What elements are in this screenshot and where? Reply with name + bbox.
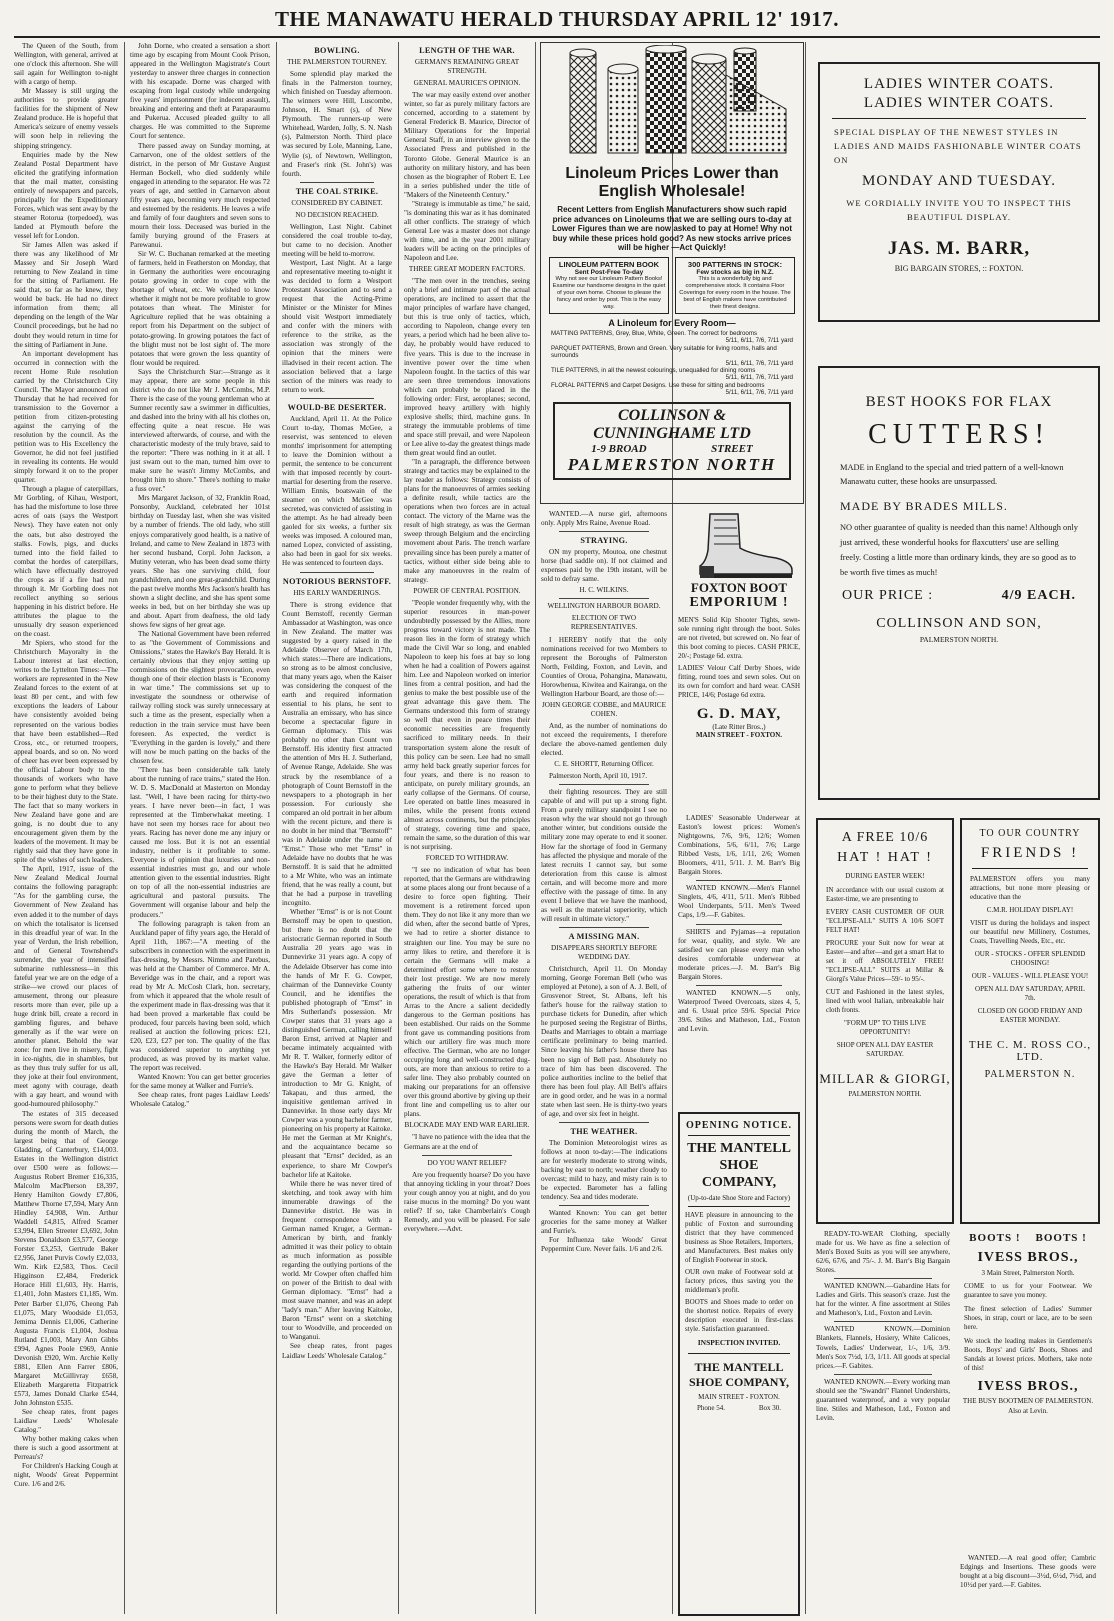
news-paragraph: "There has been considerable talk lately about the running of race trains," stated the Hon. W. D. S. MacDonald at Masterton on Monday last. "Well, I have been racing for thirty-two years. I have never been—in fact, I was represented at the Timberwhakat meeting. I have not seen my horses race for about two years. Racing has never done me any injury or caused me loss. But it is not an essential industry, neither is it profitable to some. Everyone is of opinion that luxuries and non-essential industries must go, and our whole attention given to the essential industries. Right on top of all the non-essential industries are agricultural and pastoral pursuits. The Government will organise labour and help the producers." <box>130 765 270 919</box>
news-paragraph: Westport, Last Night. At a large and representative meeting to-night it was decided to form a Westport Protestant Association and to send a request that the Acting-Prime Minister or the Minister for Mines should visit Westport immediately and confer with the miners with reference to the strike, as the association was strongly of the opinion that the miners were illadvised in their recent action. The association believed that a large section of the miners was ready to return to work. <box>282 258 392 394</box>
barr-title-1: LADIES WINTER COATS. <box>863 76 1055 92</box>
news-paragraph: Auckland, April 11. At the Police Court to-day, Thomas McGee, a reservist, was sentenced to eleven months' imprisonment for attempting to leave the Dominion without a permit, the sentence to be concurrent with that imposed recently by court-martial for deserting from the reserve. William Ennis, boatswain of the steamer on which McGee was secreted, was convicted of assisting in the attempt. As he had already been gaoled for six weeks, a further six weeks was imposed. A coloured man, named Lopez, convicted of assisting, also had been in gaol for six weeks. He was sentenced to fourteen days. <box>282 414 392 568</box>
section-subheading: DISAPPEARS SHORTLY BEFORE WEDDING DAY. <box>550 943 657 962</box>
section-subheading: GENERAL MAURICE'S OPINION. <box>413 79 521 88</box>
divider <box>696 985 782 986</box>
news-paragraph: Mr Spiers, who stood for the Christchurch Mayoralty in the Labour interest at last election, writes to the Lyttelton Times:—The workers are represented in the New Zealand forces to the extent of at least 80 per cent., and with few exceptions the leaders of Labour have consistently avoided being represented on the various bodies that have been established—Red Cross, etc., or returned troopers, appeal boards, and so on. No word of cheer has ever been expressed by the official Labour body to the thousands of workers who have gone to perform what they believe to be their highest duty to the State. The fact that so many workers in New Zealand have gone and are going, is no doubt due to any encouragement given them by the leaders of the movement. It may be rightly said that they have gone in spite of the wishes of such leaders. <box>14 639 118 865</box>
column-divider <box>805 42 806 1614</box>
hat-town: PALMERSTON NORTH. <box>848 1090 922 1098</box>
section-heading: LENGTH OF THE WAR. <box>419 46 515 55</box>
ivess-title: BOOTS ! BOOTS ! <box>969 1232 1087 1244</box>
divider <box>559 927 649 928</box>
news-paragraph: Wellington, Last Night. Cabinet considered the coal trouble to-day, but came to no decision. Another meeting will be held to-morrow. <box>282 222 392 258</box>
column-8-smalls <box>960 1554 1096 1614</box>
news-paragraph: "The men over in the trenches, seeing only a brief and intimate part of the actual operations, are inclined to assert that the major principles of warfare have changed, but this is true only of tactics, which, according to Napoleon, change every ten years, a period which had he been alive to-day, he probably would have reduced to five years. This is due to the increase in inventive power over the time when Napoleon fought. In the tactics of this war are seen three tremendous innovations which can probably be placed in the following order: First, aeroplanes; second, improved heavy artillery with highly explosive shells; third, machine guns. In strategy the immutable problems of time and space still prevail, and were Napoleon or Lee alive to-day the greatest things made them great would find an outlet. <box>404 277 530 458</box>
ross-text-6: OPEN ALL DAY SATURDAY, APRIL 7th. <box>975 985 1085 1002</box>
news-paragraph: Mr Massey is still urging the authorities to provide greater facilities for the shipment of New Zealand produce. He is hopeful that America's seizure of enemy vessels will soon help in relieving the shipping stringency. <box>14 87 118 150</box>
section-heading: BOWLING. <box>314 46 360 55</box>
ivess-name-2: IVESS BROS., <box>977 1379 1079 1394</box>
barr-text-2: WE CORDIALLY INVITE YOU TO INSPECT THIS BEAUTIFUL DISPLAY. <box>846 198 1072 222</box>
pattern-price: 5/11, 6/11, 7/6, 7/11 yard <box>725 337 793 345</box>
stock-subheading: Few stocks as big in N.Z. <box>696 268 774 276</box>
divider <box>696 924 782 925</box>
news-paragraph: While there he was never tired of sketching, and took away with him innumerable drawings of the Dannevirke district. He was in frequent correspondence with a German named Kruger, a German-American by birth, and frankly admitted it was their policy to obtain as much information as possible regarding the outlying portions of the world. Mr Cowper often chaffed him on power of the British to deal with German diplomacy. "Ernst" had a most suave manner, and was an adept "lady's man." After leaving Kaitoke, Baron "Ernst" went on a sketching tour to Woodville, and proceeded on to Wanganui. <box>282 1179 392 1342</box>
ross-text-7: CLOSED ON GOOD FRIDAY AND EASTER MONDAY. <box>977 1007 1083 1024</box>
section-heading: THE COAL STRIKE. <box>295 186 379 196</box>
boot-late: (Late Ritter Bros.,) <box>712 723 766 731</box>
classified-ad: WANTED KNOWN.—Dominion Blankets, Flannels, Hosiery, White Calicoes, Towels, Ladies' Underwear, 1/-, 1/6, 3/9. Men's Sox 7½d, 1/3, 1/11. All goods at special prices.—F. Gabites. <box>816 1325 950 1370</box>
news-paragraph: The Dominion Meteorologist wires as follows at noon to-day:—The indications are for westerly moderate to strong winds, backing by east to north; weather cloudy to overcast; mild to hazy, and misty rain is to be expected. Barometer has a falling tendency. Sea and tides moderate. <box>541 1138 667 1202</box>
hat-sub: DURING EASTER WEEK! <box>845 872 925 880</box>
section-subheading: HIS EARLY WANDERINGS. <box>293 588 381 597</box>
column-2 <box>130 42 270 1614</box>
classified-ad: WANTED KNOWN.—Men's Flannel Singlets, 4/6, 4/11, 5/11. Men's Ribbed Wool Underpants, 5/11. Men's Tweed Caps, 1/9.—F. Gabites. <box>678 884 800 920</box>
section-heading: WELLINGTON HARBOUR BOARD. <box>547 602 661 611</box>
hooks-town: PALMERSTON NORTH. <box>919 635 999 644</box>
hat-title-2: HAT ! HAT ! <box>837 850 933 865</box>
news-paragraph: ON my property, Moutoa, one chestnut horse (had saddle on). If not claimed and expenses paid by the 19th instant, will be sold to defray same. <box>541 548 667 584</box>
firm-name: COLLINSON & CUNNINGHAME LTD <box>593 406 751 442</box>
classified-ad: SHIRTS and Pyjamas—a reputation for wear, quality, and style. We are satisfied we can please every man who desires comfortable underwear at moderate prices.—J. M. Barr's Big Bargain Stores. <box>678 927 800 981</box>
barr-text-1: SPECIAL DISPLAY OF THE NEWEST STYLES IN LADIES AND MAIDS FASHIONABLE WINTER COATS ON <box>834 127 1082 165</box>
section-subheading: THE PALMERSTON TOURNEY. <box>287 58 387 67</box>
mantell-invite: INSPECTION INVITED. <box>697 1338 781 1347</box>
divider <box>422 1155 512 1156</box>
ross-title-2: FRIENDS ! <box>980 845 1080 861</box>
ivess-name: IVESS BROS., <box>977 1250 1079 1265</box>
news-paragraph: "Strategy is immutable as time," he said, "is dominating this war as it has dominated all other conflicts. The strategy of which General Lee was a master does not change with time, and in the year 2001 military leaders will be acting on the principles of Napoleon and Lee. <box>404 199 530 263</box>
foxton-boot-advert <box>678 510 800 808</box>
barr-winter-coats-advert <box>818 62 1100 322</box>
boot-illustration <box>680 510 798 580</box>
masthead: THE MANAWATU HERALD THURSDAY APRIL 12' 1917. <box>274 7 839 31</box>
hooks-firm: COLLINSON AND SON, <box>876 616 1042 631</box>
linoleum-headline: Linoleum Prices Lower than English Wholesale! <box>565 165 779 200</box>
news-paragraph: "In a paragraph, the difference between strategy and tactics may be explained to the lay reader as follows: Strategy consists of plans for the manoeuvres of armies seeking a definite result, while tactics are the operations when two forces are in actual contact. The victory of the Marne was the result of high strategy, as was the German sweep through Belgium and the encircling movement about Paris. The trench warfare prevailing since has been purely a matter of tactics, without either side being able to make any manoeuvres in the realm of strategy. <box>404 458 530 584</box>
news-paragraph: Are you frequently hoarse? Do you have that annoying tickling in your throat? Does your cough annoy you at night, and do you raise mucus in the morning? Do you want relief? If so, take Chamberlain's Cough Remedy, and you will be pleased. For sale everywhere.—Advt. <box>404 1170 530 1233</box>
mantell-text-1: HAVE pleasure in announcing to the public of Foxton and surrounding district that they have commenced business as Shoe Retailers, Importers, and Manufacturers. Best makes only of English Footwear in stock. <box>685 1211 793 1264</box>
section-subheading: GERMAN'S REMAINING GREAT STRENGTH. <box>414 58 520 76</box>
news-paragraph: "I have no patience with the idea that the Germans are at the end of <box>404 1133 530 1151</box>
classified-ad: Wanted Known: You can get better groceries for the same money at Walker and Furrie's. <box>541 1209 667 1236</box>
linoleum-advert <box>540 42 804 504</box>
column-4 <box>404 42 530 1614</box>
news-paragraph: "I see no indication of what has been reported, that the Germans are withdrawing at some places along our front because of a desire to force open fighting. Their movement is a retirement forced upon them. They do not like it any more than we did when, after the second battle of Ypres, we had to retire a shorter distance to straighten our line. You may be sure no army likes to retire, and therefore it is certain the Germans will make a determined effort some where to restore their lost prestige. We are now merely gathering the fruits of our winter operations, the result of which is that from Arras to the Ancre a salient decidedly dangerous to the German positions has been established. Our raids on the Somme front gave us commanding positions from which our artillery fire was much more effective. The German, who are no longer occupying long and well-constructed dug-outs, are more than anxious to retire to a safer line. They also probably counted on making our preparations for an offensive over this ground abortive by giving up their front line and compelling us to alter our plans. <box>404 866 530 1119</box>
firm-address <box>559 443 785 455</box>
news-paragraph: Sir W. C. Buchanan remarked at the meeting of farmers, held in Featherston on Monday, that in Germany the authorities were encouraging potato growing in order to cope with the shortage of wheat, etc. We wished to know whether it might not be more profitable to grow potatoes than wheat. The Minister for Agriculture replied that he was obtaining a report from his Department on the subject of potato-growing. In growing potatoes the fact of the blight must not be lost sight of. The more potatoes that were grown the less quantity of flour would be required. <box>130 250 270 367</box>
ross-text-2: C.M.R. HOLIDAY DISPLAY! <box>986 906 1074 914</box>
divider <box>300 398 374 399</box>
mantell-text-3: BOOTS and Shoes made to order on the shortest notice. Repairs of every description executed in first-class style. Satisfaction guaranteed. <box>685 1298 793 1333</box>
mantell-shoe-advert <box>678 1112 800 1616</box>
news-paragraph: Sir James Allen was asked if there was any likelihood of Mr Massey and Sir Joseph Ward returning to New Zealand in time for the sitting of Parliament. He said that, so far as he knew, they would be back. He had no direct information from them; all depending on the length of the War Council proceedings, but he had no doubt they would return in time for the sitting of Parliament in June. <box>14 241 118 349</box>
news-paragraph: Why bother making cakes when there is such a good assortment at Perreau's? <box>14 1435 118 1462</box>
mantell-sub: (Up-to-date Shoe Store and Factory) <box>687 1194 791 1202</box>
classified-ad: READY-TO-WEAR Clothing, specially made for us. We have as fine a selection of Men's Boxed Suits as you will see anywhere, 62/6, 67/6, and 75/-. J. M. Barr's Big Bargain Stores. <box>816 1230 950 1275</box>
news-paragraph: John Dorne, who created a sensation a short time ago by escaping from Mount Cook Prison, appeared in the Wellington Magistrate's Court yesterday to answer three charges in connection with his escapade. Dorne was charged with escaping from legal custody while undergoing five years' imprisonment (for indecent assault), breaking and entering and theft at Paraparaumu and Pukerua. Accused pleaded guilty to all charges. He was committed to the Supreme Court for sentence. <box>130 42 270 141</box>
news-paragraph: See cheap rates, front pages Laidlaw Leeds' Wholesale Catalog." <box>14 1408 118 1435</box>
hooks-title-2: CUTTERS! <box>868 419 1050 450</box>
linoleum-body: Recent Letters from English Manufacturers show such rapid price advances on Linoleums that we are selling ours to-day at Lower Figures than we are now asked to pay at Home! Why not buy while these prices hold good? As new stocks arrive prices will be higher —Act Quickly! <box>551 205 793 253</box>
section-heading: A MISSING MAN. <box>568 931 640 941</box>
ivess-bros-advert <box>960 1228 1096 1548</box>
barr-name: JAS. M. BARR, <box>887 238 1031 259</box>
section-subheading: POWER OF CENTRAL POSITION. <box>413 586 521 595</box>
pattern-price: 5/11, 6/11, 7/6, 7/11 yard <box>725 389 793 397</box>
section-subheading: CONSIDERED BY CABINET. <box>291 198 383 207</box>
divider <box>834 1374 932 1375</box>
news-paragraph: There is strong evidence that Count Bernstoff, recently German Ambassador at Washington, was once in New Zealand. The matter was suggested by a query raised in the Adelaide Observer of March 17th, which states:—There are indications, so strong as to be almost conclusive, that many years ago, when the Kaiser was considering the conquest of the earth and required information essential to his plans, he sent to Australia an emissary, who has since become a spectacular figure in German diplomacy. This was probably no other than Count von Bernstoff. His identity first attracted the attention of Mrs H. J. Sutherland, of Avenue Range, Adelaide. She was struck by the resemblance of a photograph of Count Bernstoff in the newspapers to a photograph in her possession. For curiously she compared an old portrait in her album with the recent picture, and there is no doubt in her mind that "Bernstoff" was in Adelaide under the name of "Ernst." Those who met "Ernst" in Adelaide have no doubts that he was Bernstoff. It is said that he admitted to a Mr White, who was an intimate friend, that he was really a count, but that he had a purpose in travelling incognito. <box>282 600 392 908</box>
pattern-price: 5/11, 6/11, 7/6, 7/11 yard <box>725 374 793 382</box>
signature: H. C. WILKINS. <box>579 586 629 595</box>
news-paragraph: I HEREBY notify that the only nominations received for two Members to represent the Boroughs of Palmerston North, Feilding, Foxton, and Levin, and Counties of Oroua, Pohangina, Manawatu, Horowhenua, Kiwitea and Kairanga, on the Wellington Harbour Board, are those of:— <box>541 635 667 698</box>
news-paragraph: Mrs Margaret Jackson, of 32, Franklin Road, Ponsonby, Auckland, celebrated her 101st birthday on Tuesday last, when she was visited by a number of friends. The old lady, who still enjoys comparatively good health, is a native of Ireland, and came to New Zealand in 1873 with her second husband, Corpl. John Jackson, a Mutiny veteran, who has been dead some thirty years. She has one surviving child, four grandchildren, and one great-grandchild. During the past twelve months Mrs Jackson's health has shown a slight decline, and she has spent some weeks in bed, but on her birthday she was up and about. Apart from deafness, the old lady shows few signs of her great age. <box>130 494 270 629</box>
divider <box>834 1278 932 1279</box>
flax-hooks-advert <box>818 366 1100 800</box>
hat-text-2: EVERY CASH CUSTOMER OF OUR "ECLIPSE-ALL" SUITS A 10/6 SOFT FELT HAT! <box>826 908 944 934</box>
news-paragraph: The April, 1917, issue of the New Zealand Medical Journal contains the following paragraph: "As for the gambling curse, the Government of New Zealand has even added it to the number of days on which the totalisator is licensed in this dreadful year of war. In the year of Verdun, the Irish rebellion, and of General Townshend's surrender, the year of intensified submarine ruthlessness—in this fateful year we are on the edge of a strike—we crowd our places of amusement, throng our pleasure resorts more than ever, pile up a huge drink bill, create a record in gambling figures, and behave generally as if the war were on another planet. Behold the war zone: for men live in misery, fight in ice-nights, die in shambles, but as they thus truly suffer for us all, they joke at their foul environment, meet agony with courage, death with a gay heart, and wound with good-humoured philosophy." <box>14 865 118 1109</box>
news-paragraph: Some splendid play marked the finals in the Palmerston tourney, which finished on Tuesday afternoon. The winners were Hill, Luscombe, Johnson, H. Smart (s), of New Plymouth. The runners-up were Whitehead, Warden, Jolly, S. N. Nash (s), Palmerston North. Third place was secured by Lole, Manning, Lane, Wylie (s), of Newtown, Wellington, and Fraser's rink (St. John's) was fourth. <box>282 70 392 178</box>
boot-address: MAIN STREET - FOXTON. <box>695 731 783 739</box>
news-paragraph: Christchurch, April 11. On Monday morning, George Foreman Bell (who was employed at Petone), a son of A. J. Bell, of Grosvenor Street, St. Albans, left his father's house for the railway station to purchase tickets for Dunedin, after which he purposed seeing the Registrar of Births, Deaths and Marriages to obtain a marriage certificate preliminary to being married. Since leaving his father's house there has been no sign of Bell past. Absolutely no trace of him has been discovered. The police authorities incline to the belief that there has been foul play. All Bell's affairs are in good order, and he was in a normal state when last seen. He is thirty-two years of age, and over six feet in height. <box>541 965 667 1118</box>
divider <box>559 1122 649 1123</box>
pattern-line: FLORAL PATTERNS and Carpet Designs. Use these for sitting and bedrooms <box>551 381 765 389</box>
news-paragraph: The following paragraph is taken from an Auckland paper of fifty years ago, the Herald of April 11th, 1867:—"A meeting of the subscribers in connection with the experiment in flax-dressing, by Messrs. Nimmo and Parebus, was held at the Chamber of Commerce. Mr A. Beveridge was in the chair, and a report was read by Mr A. McCosh Clark, hon. secretary, from which it appeared that the whole result of the experiment made in flax-dressing was that it had been proved a marketable flax could be produced, four parcels having been sold, which realised at auction the following prices: £21, £20, £23, £27 per ton. The quality of the flax was considered superior to anything yet produced, as was proved by its market value. The report was received. <box>130 919 270 1073</box>
news-paragraph: Whether "Ernst" is or is not Count Bernstoff may be open to question, but there is no doubt that the aristocratic German reported in South Australia 20 years ago was in Dunnevirke 31 years ago. A copy of the Adelaide Observer has come into the hands of Mr F. G. Cowper, chairman of the Dannevirke County Council, and he identifies the published photograph of "Ernst" in Mrs Sutherland's possession. Mr Cowper states that 31 years ago a distinguished German, calling himself Baron Ernst, arrived at Napier and became intimately acquainted with Mr R. T. Walker, formerly editor of the Hawke's Bay Herald. Mr Walker gave the German a letter of introduction to Mr G. Knight, of Takapau, and thus armed, the inquisitive gentleman arrived in Dannevirke. In those early days Mr Cowper was a young bachelor farmer, pioneering on his property at Kaitoke. He met the German at Mr Knight's, and the acquaintance became so pleasant that "Ernst" decided, as an experience, to share Mr Cowper's bachelor life at Kaitoke. <box>282 908 392 1179</box>
news-paragraph: The Queen of the South, from Wellington, with general, arrived at one o'clock this afternoon. She will sail again for Wellington to-night with a cargo of hemp. <box>14 42 118 87</box>
dateline: Palmerston North, April 10, 1917. <box>549 772 648 781</box>
news-paragraph: See cheap rates, front pages Laidlaw Leeds' Wholesale Catalog." <box>130 1091 270 1109</box>
column-7-smalls <box>816 1230 950 1614</box>
hat-text-5: "FORM UP" TO THIS LIVE OPPORTUNITY! <box>844 1019 926 1036</box>
masthead-rule <box>14 36 1100 38</box>
column-divider <box>535 42 536 1614</box>
pattern-book-subheading: Sent Post-Free To-day <box>574 268 644 276</box>
news-paragraph: The war may easily extend over another winter, so far as purely military factors are concerned, according to a statement by General Frederick B. Maurice, Director of Military Operations for the Imperial General Staff, in an interview given to the Associated Press and published in the Toronto Globe. General Maurice is an authority on military history, and has been chosen as the biographer of Robert E. Lee in a series published under the title of "Makers of the Nineteenth Century." <box>404 91 530 199</box>
ross-text-3: VISIT us during the holidays and inspect our beautiful new Millinery, Costumes, Coats, Travelling Needs, Etc., etc. <box>970 919 1090 945</box>
hooks-title-1: BEST HOOKS FOR FLAX <box>865 394 1053 410</box>
hat-title-1: A FREE 10/6 <box>841 830 929 845</box>
hooks-made-by: MADE BY BRADES MILLS. <box>840 499 1008 513</box>
pattern-line: PARQUET PATTERNS, Brown and Green. Very suitable for living rooms, halls and surrounds <box>551 344 777 360</box>
hooks-text-1: MADE in England to the special and tried pattern of a well-known Manawatu cutter, these hooks are unsurpassed. <box>840 463 1064 486</box>
divider <box>300 572 374 573</box>
classified-ad: For Influenza take Woods' Great Peppermint Cure. Never fails. 1/6 and 2/6. <box>541 1236 667 1254</box>
stock-text: This is a wonderfully big and comprehensive stock. It contains Floor Coverings for every room in the house. The best of English makers have contributed their finest designs. <box>679 275 791 310</box>
section-subheading: BLOCKADE MAY END WAR EARLIER. <box>404 1121 530 1130</box>
mantell-name: THE MANTELL SHOE COMPANY, <box>687 1141 791 1190</box>
news-paragraph: There passed away on Sunday morning, at Carnarvon, one of the oldest settlers of the district, in the person of Mr Gustave August Herman Bockell, who died suddenly while engaged in attending to the separator. He was 72 years of age, and settled in Carnarvon about fifty years ago, becoming very much respected and esteemed by the residents. He leaves a wife and family of four daughters and seven sons to mourn their loss. Deceased was buried in the family burying ground of the Frasers at Parewanui. <box>130 141 270 250</box>
hat-text-6: SHOP OPEN ALL DAY EASTER SATURDAY. <box>836 1041 934 1058</box>
news-paragraph: And, as the number of nominations do not exceed the requirements, I therefore declare the above-named gentlemen duly elected. <box>541 721 667 758</box>
cm-ross-advert <box>960 818 1100 1224</box>
pattern-book-heading: LINOLEUM PATTERN BOOK <box>558 259 660 269</box>
news-paragraph: For Children's Hacking Cough at night, Woods' Great Peppermint Cure. 1/6 and 2/6. <box>14 1462 118 1489</box>
ross-town: PALMERSTON N. <box>984 1069 1076 1080</box>
section-subheading: ELECTION OF TWO REPRESENTATIVES. <box>570 614 638 632</box>
pattern-book-box <box>549 257 669 314</box>
news-paragraph: Says the Christchurch Star:—Strange as it may appear, there are some people in this district who do not like Mr J. McCombs, M.P. There is the case of the young gentleman who at Sumner recently saw a swimmer in difficulties, and dashed into the briny with all his clothes on, effecting quite a neat rescue. He was interviewed afterwards, of course, and with the characteristic modesty of the truly brave, said to the reporter: "There was nothing in it at all. I just swam out to the man, turned him over to make sure he wasn't Jimmy McCombs, and brought him to shore." There's nothing to make a fuss over." <box>130 367 270 494</box>
news-paragraph: "People wonder frequently why, with the superior resources in man-power undoubtedly possessed by the Allies, more progress toward victory is not made. The reason lies in the form of strategy which made the Civil War so long, and enabled Napoleon to keep his foes at bay so long when he had a coalition of Powers against him. Lee and Napoleon worked on interior lines from a central position, and had the genius to make the best possible use of the great advantage this gave them. The Germans understood this form of strategy so well that even in peace times their economic necessities are frequently sacrificed to military needs. In their transportation system alone the result of this policy can be seen. Lee had no small army held back greatly superior forces for four years, and there is no reason to anticipate, on purely military grounds, an early collapse of the Germans. Of course, Lee operated on battle lines measured in miles, while the present fronts extend almost across continents, but the principles of strategy, covering time and space, remain the same, so the duration of this war is not surprising. <box>404 598 530 852</box>
hat-text-3: PROCURE your Suit now for wear at Easter—and after—and get a smart Hat to set it off ABSOLUTELY FREE! "ECLIPSE-ALL" SUITS at Millar & Giorgi's Value Prices—59/- to 95/-. <box>826 939 944 983</box>
section-heading: THE WEATHER. <box>570 1126 638 1136</box>
stock-heading: 300 PATTERNS IN STOCK: <box>687 259 783 269</box>
boot-proprietor: G. D. MAY, <box>696 706 782 722</box>
mantell-footer-name: THE MANTELL SHOE COMPANY, <box>688 1360 789 1389</box>
ivess-text-3: We stock the leading makes in Gentlemen's Boots, Boys' and Girls' Boots, Shoes and Sandals at lowest prices. Mothers, take note of this! <box>964 1337 1092 1372</box>
news-paragraph: Wanted Known: You can get better groceries for the same money at Walker and Furrie's. <box>130 1073 270 1091</box>
section-heading: STRAYING. <box>580 536 628 546</box>
section-subheading: FORCED TO WITHDRAW. <box>425 854 509 863</box>
section-heading: WOULD-BE DESERTER. <box>287 402 387 412</box>
hooks-price-label: OUR PRICE : <box>842 588 934 603</box>
column-divider <box>124 42 125 1614</box>
barr-address: BIG BARGAIN STORES, :: FOXTON. <box>894 264 1024 273</box>
ivess-levin: Also at Levin. <box>1008 1407 1048 1415</box>
hat-text-1: IN accordance with our usual custom at Easter-time, we are presenting to <box>826 886 944 903</box>
hooks-text-2: NO other guarantee of quality is needed than this name! Although only just arrived, these wonderful hooks for flaxcutters' use are selling freely. Costing a little more than ordinary kinds, they are so good as to be worth five times as much! <box>840 523 1078 577</box>
mantell-phone: Phone 54. <box>696 1404 725 1412</box>
column-5-lower <box>541 510 667 1614</box>
signature: C. E. SHORTT, Returning Officer. <box>554 760 654 769</box>
firm-town: PALMERSTON NORTH <box>567 454 777 474</box>
pattern-book-text: Why not see our Linoleum Pattern Books! Examine our handsome designs in the quiet of your own home. Choose to please the fancy and order by post. This is the easy way. <box>552 275 666 310</box>
classified-ad: WANTED.—A real good offer; Cambric Edgings and Insertions. These goods were bought at a big discount—3½d, 6½d, 7½d, and 10½d per yard.—F. Gabites. <box>960 1554 1096 1590</box>
section-subheading: NO DECISION REACHED. <box>295 210 379 219</box>
classified-ad: WANTED.—A nurse girl, afternoons only. Apply Mrs Raine, Avenue Road. <box>541 510 667 528</box>
column-1 <box>14 42 118 1614</box>
section-heading: NOTORIOUS BERNSTOFF. <box>282 576 392 586</box>
boot-ladies-text: LADIES' Velour Calf Derby Shoes, wide fitting, round toes and sewn soles. Out on its own for comfort and hard wear. CASH PRICE, 14/6; Postage 6d extra. <box>678 664 800 699</box>
nominee-names: JOHN GEORGE COBBE, and MAURICE COHEN. <box>542 700 666 718</box>
column-divider <box>276 42 277 1614</box>
ross-firm: THE C. M. ROSS CO., LTD. <box>968 1039 1092 1063</box>
free-hat-advert <box>816 818 954 1224</box>
hooks-price: 4/9 EACH. <box>1001 588 1076 603</box>
boot-mens-text: MEN'S Solid Kip Shooter Tights, sewn-sole running right through the boot. Soles are not riveted, but screwed on. No fear of this boot coming to pieces. CASH PRICE, 20/-; Postage 6d. extra. <box>678 616 800 660</box>
barr-days: MONDAY AND TUESDAY. <box>862 173 1056 189</box>
news-paragraph: Through a plague of caterpillars, Mr Gorbling, of Kihau, Westport, has had the misfortune to lose three acres of oats (says the Westport News). They have eaten not only the oats, but also destroyed the stalks. Fowls, pigs, and ducks turned into the field failed to combat the hordes of caterpillars, which have effectually destroyed the crops as if a fire had run through it. Mr Gorbling does not recollect anything so serious happening in his district before. He attributes the plague to the unusually dry season experienced on the coast. <box>14 485 118 639</box>
ivess-text-1: COME to us for your Footwear. We guarantee to save you money. <box>964 1282 1092 1299</box>
ivess-sub: THE BUSY BOOTMEN OF PALMERSTON. <box>962 1397 1094 1405</box>
divider <box>559 598 649 599</box>
hat-firm: MILLAR & GIORGI, <box>819 1071 951 1086</box>
news-paragraph: The estates of 315 deceased persons were sworn for death duties during the month of March, the largest being that of George Gladding, of Canterbury, £14,003. Estates in the Wellington district over £500 were as follows:—Augustus Robert Bremer £16,335, Malcolm MacPherson £8,397, Henry Hamilton Gowdy £7,806, Matthew Thorne £7,594, Mary Ann Hindley £4,908, Wm. Arthur Waddell £4,815, Alfred Scamer £3,994, Ellen Streeter £3,692, John Stevens Donaldson £3,577, George Forster £3,253, Gertrude Baker £2,956, Janet Purvis Cowly £2,033, Wm. Kirk £2,583, Thos. Cecil Higginson £2,484, Frederick Horace Hill £1,603, Hy. Harris, £1,401, John Masters £1,185, Wm. Peter Barber £1,076, Cheong Pah £1,075, Mary Woodside £1,053, Jemima Dennis £1,006, Catherine Augusta Francis £1,004, Joshua Rutland £1,003, Mary Ann Gibbs £994, Agnes Poole £969, Annie Devonish £920, Wm. Archie Kelly £881, Ellen Ann Farrer £806, Margaret McGillivray £658, Elizabeth Margaretta Fitzpatrick £573, James Donald Clarke £544, John Johnston £535. <box>14 1109 118 1408</box>
mantell-box: Box 30. <box>758 1404 782 1412</box>
boot-title-1: FOXTON BOOT <box>690 580 788 595</box>
ivess-address: 3 Main Street, Palmerston North. <box>981 1269 1075 1277</box>
barr-title-2: LADIES WINTER COATS. <box>863 95 1055 111</box>
news-paragraph: Enquiries made by the New Zealand Postal Department have elicited the gratifying information that the mail matter, consisting entirely of newspapers and parcels, principally for the Expeditionary Forces, which was sent away by the steamer Rotorua (torpedoed), was landed at Plymouth before the vessel left for London. <box>14 150 118 240</box>
pattern-list <box>551 330 793 397</box>
divider <box>834 1321 932 1322</box>
collinson-cunninghame-logo <box>553 402 791 480</box>
every-room-heading: A Linoleum for Every Room— <box>608 317 736 328</box>
column-6-smalls <box>678 814 800 1104</box>
news-paragraph: The National Government have been referred to as "the Government of Commissions and Omissions," states the Hawke's Bay Herald. It is certainly obvious that they enjoy setting up commissions on the slightest provocation, even though one of their election blasts is "Economy in war time." The commissions set up to investigate the soundness or otherwise of railway rolling stock was surely unnecessary at such a time as the present, especially when a reduction in the train service must have been foreseen. As expected, the verdict is "Everything in the garden is lovely," and there will now be much patting on the backs of the chosen few. <box>130 630 270 765</box>
ross-text-5: OUR - VALUES - WILL PLEASE YOU! <box>971 972 1089 980</box>
news-paragraph: An important development has occurred in connection with the recent Home Rule resolution carried by the Christchurch City Council. The Mayor announced on Thursday that he had received for transmission to the Governor a petition from citizen-protesting against the carrying of the resolution by the council. As the petition was to His Excellency the Governor, he did not feel justified in revealing its contents. He would simply forward it on to the proper quarter. <box>14 349 118 485</box>
divider <box>559 784 649 785</box>
linoleum-rolls-illustration <box>542 45 802 163</box>
boot-title-2: EMPORIUM ! <box>689 595 789 610</box>
news-paragraph: their fighting resources. They are still capable of and will put up a strong fight. From a purely military standpoint I see no reason why the war should not go through another winter, but conditions outside the military zone may operate to end it sooner. How far the shortage of food in Germany has affected the physique and morale of the latest recruits I cannot say, but some deterioration from this cause is almost certain, and will become more and more effective with the passage of time. In any event I believe that we have the manhood, as well as the material superiority, which will result in ultimate victory." <box>541 788 667 923</box>
pattern-line: MATTING PATTERNS, Grey, Blue, White, Green. The correct for bedrooms <box>551 329 758 337</box>
classified-ad: WANTED KNOWN.—Every working man should see the "Swandri" Flannel Undershirts, guaranteed waterproof, and a very popular line. Stiles and Matheson, Ltd., Foxton and Levin. <box>816 1377 950 1422</box>
pattern-line: TILE PATTERNS, in all the newest colourings, unequalled for dining rooms <box>551 367 756 374</box>
patterns-in-stock-box <box>675 257 795 314</box>
divider <box>696 880 782 881</box>
classified-ad: WANTED KNOWN.—Gabardine Hats for Ladies and Girls. This season's craze. Just the hat for the winter. A fine assortment at Stiles and Matheson's, Ltd., Foxton and Levin. <box>816 1282 950 1318</box>
pattern-price: 5/11, 6/11, 7/6, 7/11 yard <box>725 359 793 367</box>
section-subheading: DO YOU WANT RELIEF? <box>427 1158 507 1167</box>
ivess-text-2: The finest selection of Ladies' Summer Shoes, in strap, court or lace, are to be seen here. <box>964 1305 1092 1331</box>
ross-text-1: PALMERSTON offers you many attractions, but none more pleasing or educative than the <box>970 875 1090 901</box>
classified-ad: LADIES' Seasonable Underwear at Easton's lowest prices: Women's Nightgowns, 7/6, 9/6, 12/6; Women Combinations, 5/6, 6/11, 7/6; Large Ribbed Vests, 1/6, 1/11, 2/6; Women Bloomers, 4/11, 5/11. J. M. Barr's Big Bargain Stores. <box>678 814 800 877</box>
column-3 <box>282 42 392 1614</box>
mantell-text-2: OUR own make of Footwear sold at factory prices, thus saving you the middleman's profit. <box>685 1268 793 1294</box>
divider <box>300 182 374 183</box>
hooks-price-row <box>842 588 1076 604</box>
section-subheading: THREE GREAT MODERN FACTORS. <box>408 265 526 274</box>
ross-title-1: TO OUR COUNTRY <box>979 828 1081 839</box>
column-divider <box>398 42 399 1614</box>
firm-address-street: STREET <box>711 442 753 455</box>
hat-text-4: CUT and Fashioned in the latest styles, lined with wool Italian, unbreakable hair cloth fronts. <box>826 988 944 1014</box>
divider <box>559 531 649 532</box>
mantell-footer-street: MAIN STREET - FOXTON. <box>698 1393 780 1401</box>
ross-text-4: OUR - STOCKS - OFFER SPLENDID CHOOSING! <box>974 950 1086 967</box>
classified-ad: WANTED KNOWN.—5 only, Waterproof Tweed Overcoats, sizes 4, 5, and 6. Usual price 59/6. Special Price 39/6. Stiles and Matheson, Ltd., Foxton and Levin. <box>678 988 800 1033</box>
firm-address-number: 1-9 BROAD <box>591 442 647 455</box>
divider <box>559 1205 649 1206</box>
mantell-opening: OPENING NOTICE. <box>685 1120 793 1131</box>
news-paragraph: See cheap rates, front pages Laidlaw Leeds' Wholesale Catalog." <box>282 1342 392 1360</box>
